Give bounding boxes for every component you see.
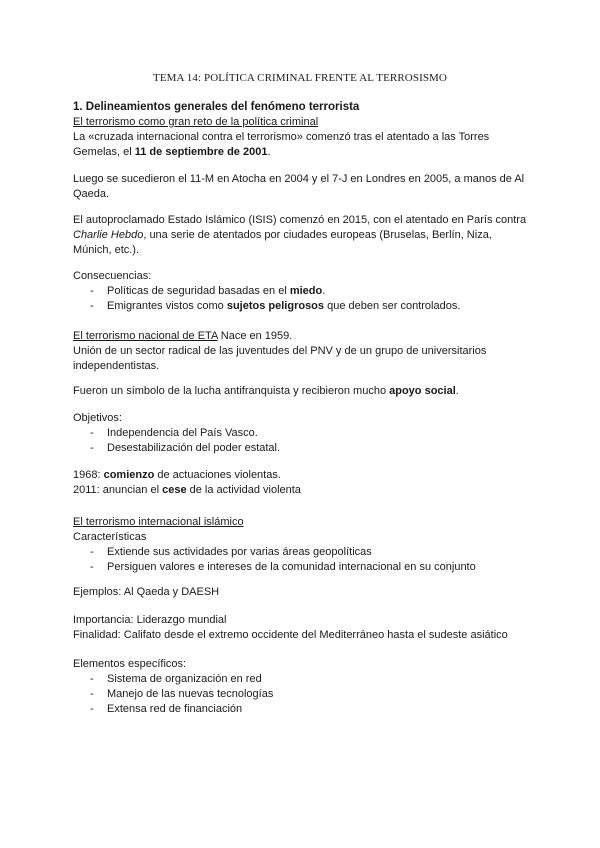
objetivos-label: Objetivos:: [73, 412, 122, 424]
list-item: - Persiguen valores e intereses de la comunidad internacional en su conjunto: [73, 560, 533, 575]
elementos-label: Elementos específicos:: [73, 658, 187, 670]
section-heading: 1. Delineamientos generales del fenómeno terrorista: [73, 101, 360, 113]
section-eta: El terrorismo nacional de ETA Nace en 1959. Unión de un sector radical de las juventudes del PNV y de un grupo de universitarios independentistas.: [73, 329, 533, 374]
consecuencias-list: [73, 269, 533, 314]
list-item: - Políticas de seguridad basadas en el miedo.: [73, 284, 533, 299]
list-item: - Sistema de organización en red: [73, 672, 533, 687]
subheading-internacional: El terrorismo internacional islámico: [73, 516, 244, 528]
elementos-list: [73, 657, 533, 717]
eta-timeline: 1968: comienzo de actuaciones violentas. 2011: anuncian el cese de la actividad violenta: [73, 469, 301, 496]
list-item: - Extensa red de financiación: [73, 702, 533, 717]
list-item: - Emigrantes vistos como sujetos peligrosos que deben ser controlados.: [73, 299, 533, 314]
consecuencias-label: Consecuencias:: [73, 270, 152, 282]
subheading-gran-reto: El terrorismo como gran reto de la política criminal: [73, 116, 319, 128]
list-item: - Manejo de las nuevas tecnologías: [73, 687, 533, 702]
paragraph-torres-gemelas: La «cruzada internacional contra el terrorismo» comenzó tras el atentado a las Torres Gemelas, el 11 de septiembre de 2001.: [73, 131, 490, 158]
section-internacional: [73, 515, 533, 575]
list-item: - Extiende sus actividades por varias áreas geopolíticas: [73, 545, 533, 560]
section-general: [73, 100, 533, 160]
objetivos-list: [73, 411, 533, 456]
paragraph-ejemplos: Ejemplos: Al Qaeda y DAESH: [73, 586, 220, 598]
paragraph-atocha-londres: Luego se sucedieron el 11-M en Atocha en 2004 y el 7-J en Londres en 2005, a manos de Al Qaeda.: [73, 173, 525, 200]
list-item: - Desestabilización del poder estatal.: [73, 441, 533, 456]
caracteristicas-label: Características: [73, 531, 147, 543]
paragraph-isis: El autoproclamado Estado Islámico (ISIS) comenzó en 2015, con el atentado en París contra Charlie Hebdo, una serie de atentados por ciudades europeas (Bruselas, Berlín, Niza, Múnich, etc.).: [73, 214, 527, 256]
importancia-finalidad: Importancia: Liderazgo mundial Finalidad: Califato desde el extremo occidente del Mediterráneo hasta el sudeste asiático: [73, 614, 508, 641]
subheading-eta: El terrorismo nacional de ETA: [73, 330, 218, 342]
list-item: - Independencia del País Vasco.: [73, 426, 533, 441]
page-title: TEMA 14: POLÍTICA CRIMINAL FRENTE AL TERROSISMO: [153, 72, 447, 84]
paragraph-apoyo-social: Fueron un símbolo de la lucha antifranquista y recibieron mucho apoyo social.: [73, 385, 459, 397]
paragraph-pnv: Unión de un sector radical de las juventudes del PNV y de un grupo de universitarios independentistas.: [73, 345, 487, 372]
